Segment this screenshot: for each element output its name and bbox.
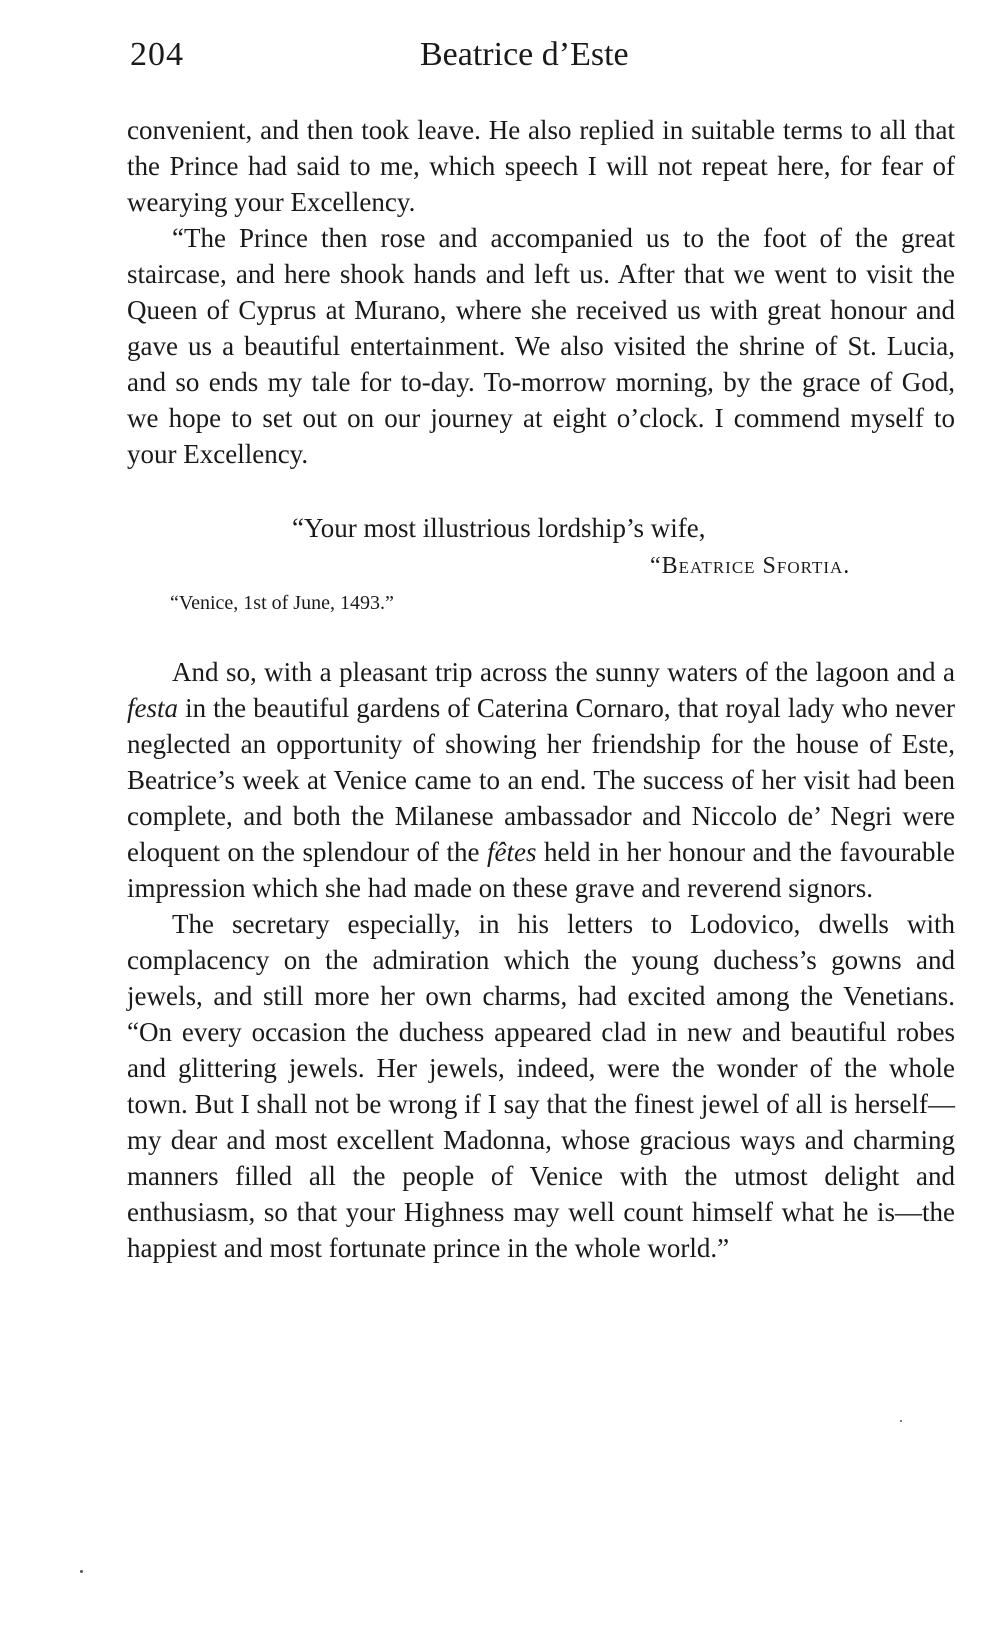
- narrative-text: held in her honour and the favourable impression which she had made on these grave and reverend signors.: [127, 837, 955, 903]
- narrative-paragraph: [127, 654, 955, 906]
- letter-signature: “Beatrice Sfortia.: [650, 553, 851, 579]
- letter-paragraph: “The Prince then rose and accompanied us to the foot of the great staircase, and here shook hands and left us. After that we went to visit the Queen of Cyprus at Murano, where she received us with great honour and gave us a beautiful entertainment. We also visited the shrine of St. Lucia, and so ends my tale for to-day. To-morrow morning, by the grace of God, we hope to set out on our journey at eight o’clock. I commend myself to your Excellency.: [127, 223, 955, 469]
- scan-speck: [80, 1570, 83, 1573]
- narrative-body: [127, 654, 955, 1266]
- italic-term: fêtes: [487, 837, 537, 867]
- scan-speck: [900, 1420, 902, 1422]
- page-number: 204: [130, 36, 184, 73]
- letter-dateline: “Venice, 1st of June, 1493.”: [170, 592, 394, 614]
- narrative-paragraph: The secretary especially, in his letters to Lodovico, dwells with complacency on the admiration which the young duchess’s gowns and jewels, and still more her own charms, had excited among the Venetians. “On every occasion the duchess appeared clad in new and beautiful robes and glittering jewels. Her jewels, indeed, were the wonder of the whole town. But I shall not be wrong if I say that the finest jewel of all is herself—my dear and most excellent Madonna, whose gracious ways and charming manners filled all the people of Venice with the utmost delight and enthusiasm, so that your Highness may well count himself what he is—the happiest and most fortunate prince in the whole world.”: [127, 909, 955, 1263]
- italic-term: festa: [127, 693, 178, 723]
- letter-paragraph: convenient, and then took leave. He also replied in suitable terms to all that the Prince had said to me, which speech I will not repeat here, for fear of wearying your Excellency.: [127, 115, 955, 217]
- letter-body: [127, 112, 955, 472]
- narrative-text: And so, with a pleasant trip across the sunny waters of the lagoon and a: [172, 657, 955, 687]
- letter-closing: “Your most illustrious lordship’s wife,: [292, 513, 706, 543]
- running-title: Beatrice d’Este: [420, 36, 629, 73]
- narrative-text: in the beautiful gardens of Caterina Cornaro, that royal lady who never neglected an opportunity of showing her friendship for the house of Este, Beatrice’s week at Venice came to an end. The success of her visit had been complete, and both the Milanese ambassador and Niccolo de’ Negri were eloquent on the splendour of the: [127, 693, 955, 867]
